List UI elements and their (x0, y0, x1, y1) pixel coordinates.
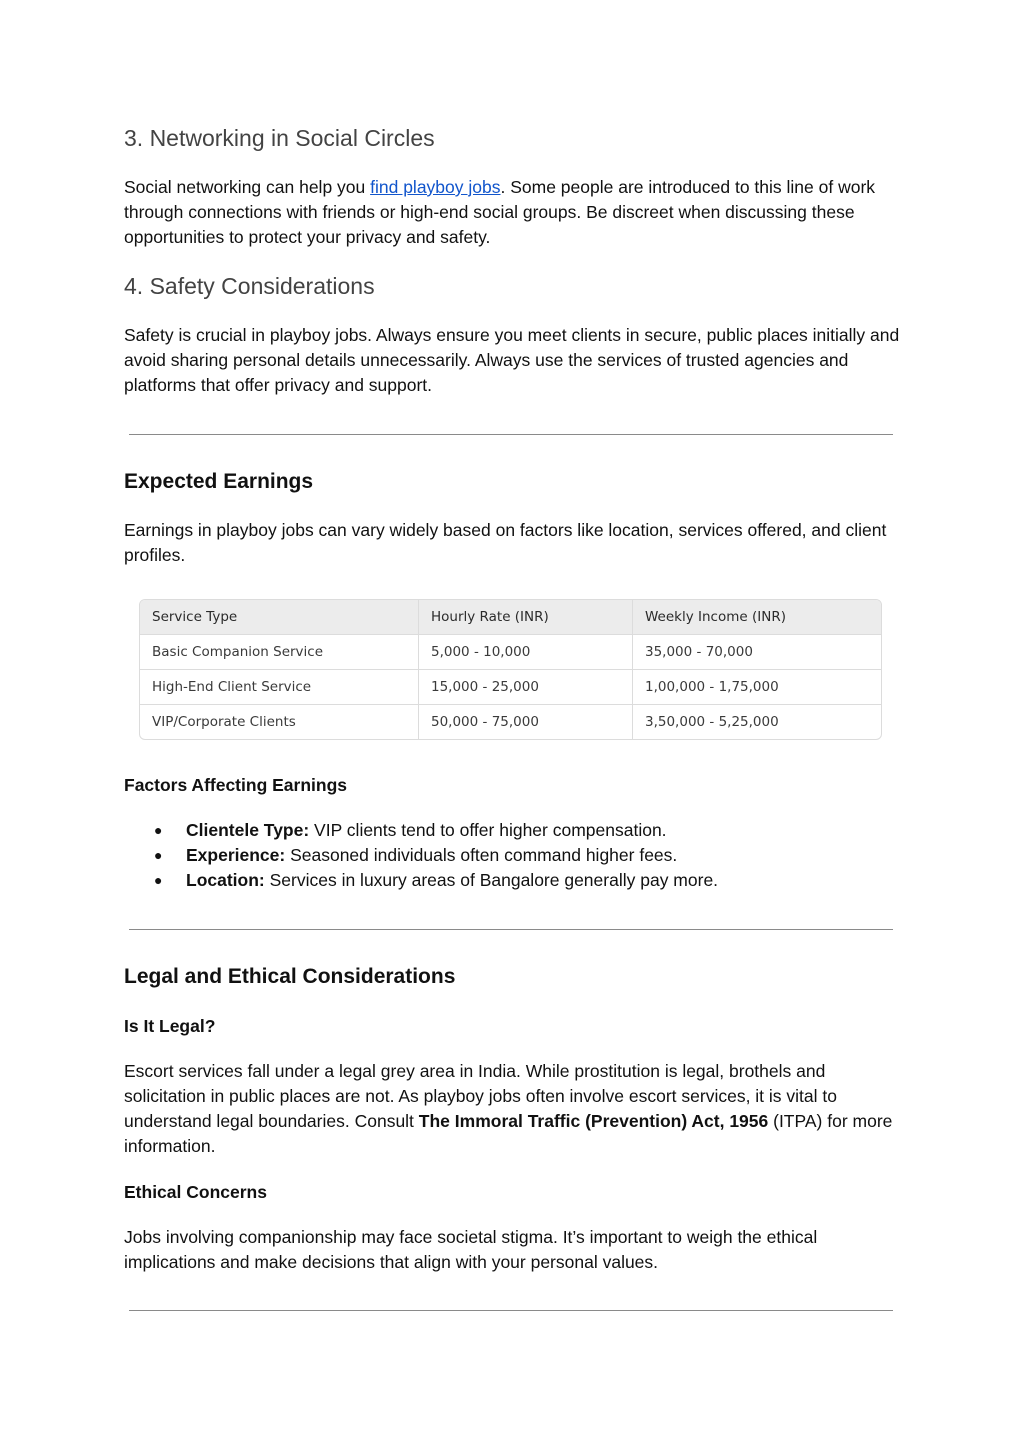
bullet-icon: ● (154, 847, 163, 863)
table-header-cell: Weekly Income (INR) (633, 600, 882, 635)
table-cell: High-End Client Service (140, 670, 419, 705)
table-row (140, 670, 881, 705)
find-playboy-jobs-link[interactable]: find playboy jobs (370, 177, 501, 197)
section-heading-safety: 4. Safety Considerations (124, 273, 375, 299)
horizontal-rule (129, 1310, 893, 1311)
bullet-icon: ● (154, 822, 163, 838)
table-cell: 15,000 - 25,000 (419, 670, 633, 705)
table-row (140, 635, 881, 670)
table-header-cell: Hourly Rate (INR) (419, 600, 633, 635)
factors-list (124, 818, 718, 893)
factors-heading: Factors Affecting Earnings (124, 775, 347, 795)
table-cell: VIP/Corporate Clients (140, 705, 419, 740)
ethical-paragraph: Jobs involving companionship may face societal stigma. It’s important to weigh the ethical implications and make decisions that align with your personal values. (124, 1227, 818, 1272)
section-heading-networking: 3. Networking in Social Circles (124, 125, 435, 151)
factor-label: Location: (186, 870, 265, 890)
bullet-icon: ● (154, 872, 163, 888)
factor-text: Services in luxury areas of Bangalore generally pay more. (264, 870, 719, 890)
horizontal-rule (129, 929, 893, 930)
safety-paragraph: Safety is crucial in playboy jobs. Always ensure you meet clients in secure, public places initially and avoid sharing personal details unnecessarily. Always use the services of trusted agencies and platforms that offer privacy and support. (124, 325, 900, 395)
table-header-row (140, 600, 881, 635)
legal-text-end: (ITPA) for more information. (124, 1111, 893, 1156)
is-it-legal-heading: Is It Legal? (124, 1016, 216, 1036)
ethical-concerns-heading: Ethical Concerns (124, 1182, 267, 1202)
earnings-table (139, 599, 882, 740)
table-cell: 5,000 - 10,000 (419, 635, 633, 670)
table-header-cell: Service Type (140, 600, 419, 635)
table-cell: 3,50,000 - 5,25,000 (645, 714, 779, 730)
factor-label: Clientele Type: (186, 820, 310, 840)
horizontal-rule (129, 434, 893, 435)
itpa-act-name: The Immoral Traffic (Prevention) Act, 1956 (418, 1111, 769, 1131)
earnings-intro: Earnings in playboy jobs can vary widely based on factors like location, services offered, and client profiles. (124, 520, 887, 565)
is-it-legal-paragraph (124, 1059, 900, 1159)
list-item (124, 868, 718, 893)
networking-text-start: Social networking can help you (124, 177, 371, 197)
list-item (124, 843, 718, 868)
table-cell: 35,000 - 70,000 (633, 635, 882, 670)
factor-label: Experience: (186, 845, 286, 865)
factor-text: Seasoned individuals often command higher fees. (285, 845, 678, 865)
table-cell: 1,00,000 - 1,75,000 (633, 670, 882, 705)
networking-paragraph (124, 175, 900, 250)
networking-text-end: . Some people are introduced to this line of work through connections with friends or high-end social groups. Be discreet when discussing these opportunities to protect your privacy and safety. (124, 177, 876, 247)
table-cell: Basic Companion Service (140, 635, 419, 670)
table-row (140, 705, 881, 740)
list-item (124, 818, 718, 843)
factor-text: VIP clients tend to offer higher compensation. (309, 820, 667, 840)
legal-heading: Legal and Ethical Considerations (124, 965, 456, 988)
earnings-heading: Expected Earnings (124, 470, 314, 493)
table-cell: 50,000 - 75,000 (419, 705, 633, 740)
legal-text-start: Escort services fall under a legal grey area in India. While prostitution is legal, brothels and solicitation in public places are not. As playboy jobs often involve escort services, it is vital to understand legal boundaries. Consult (124, 1061, 837, 1131)
